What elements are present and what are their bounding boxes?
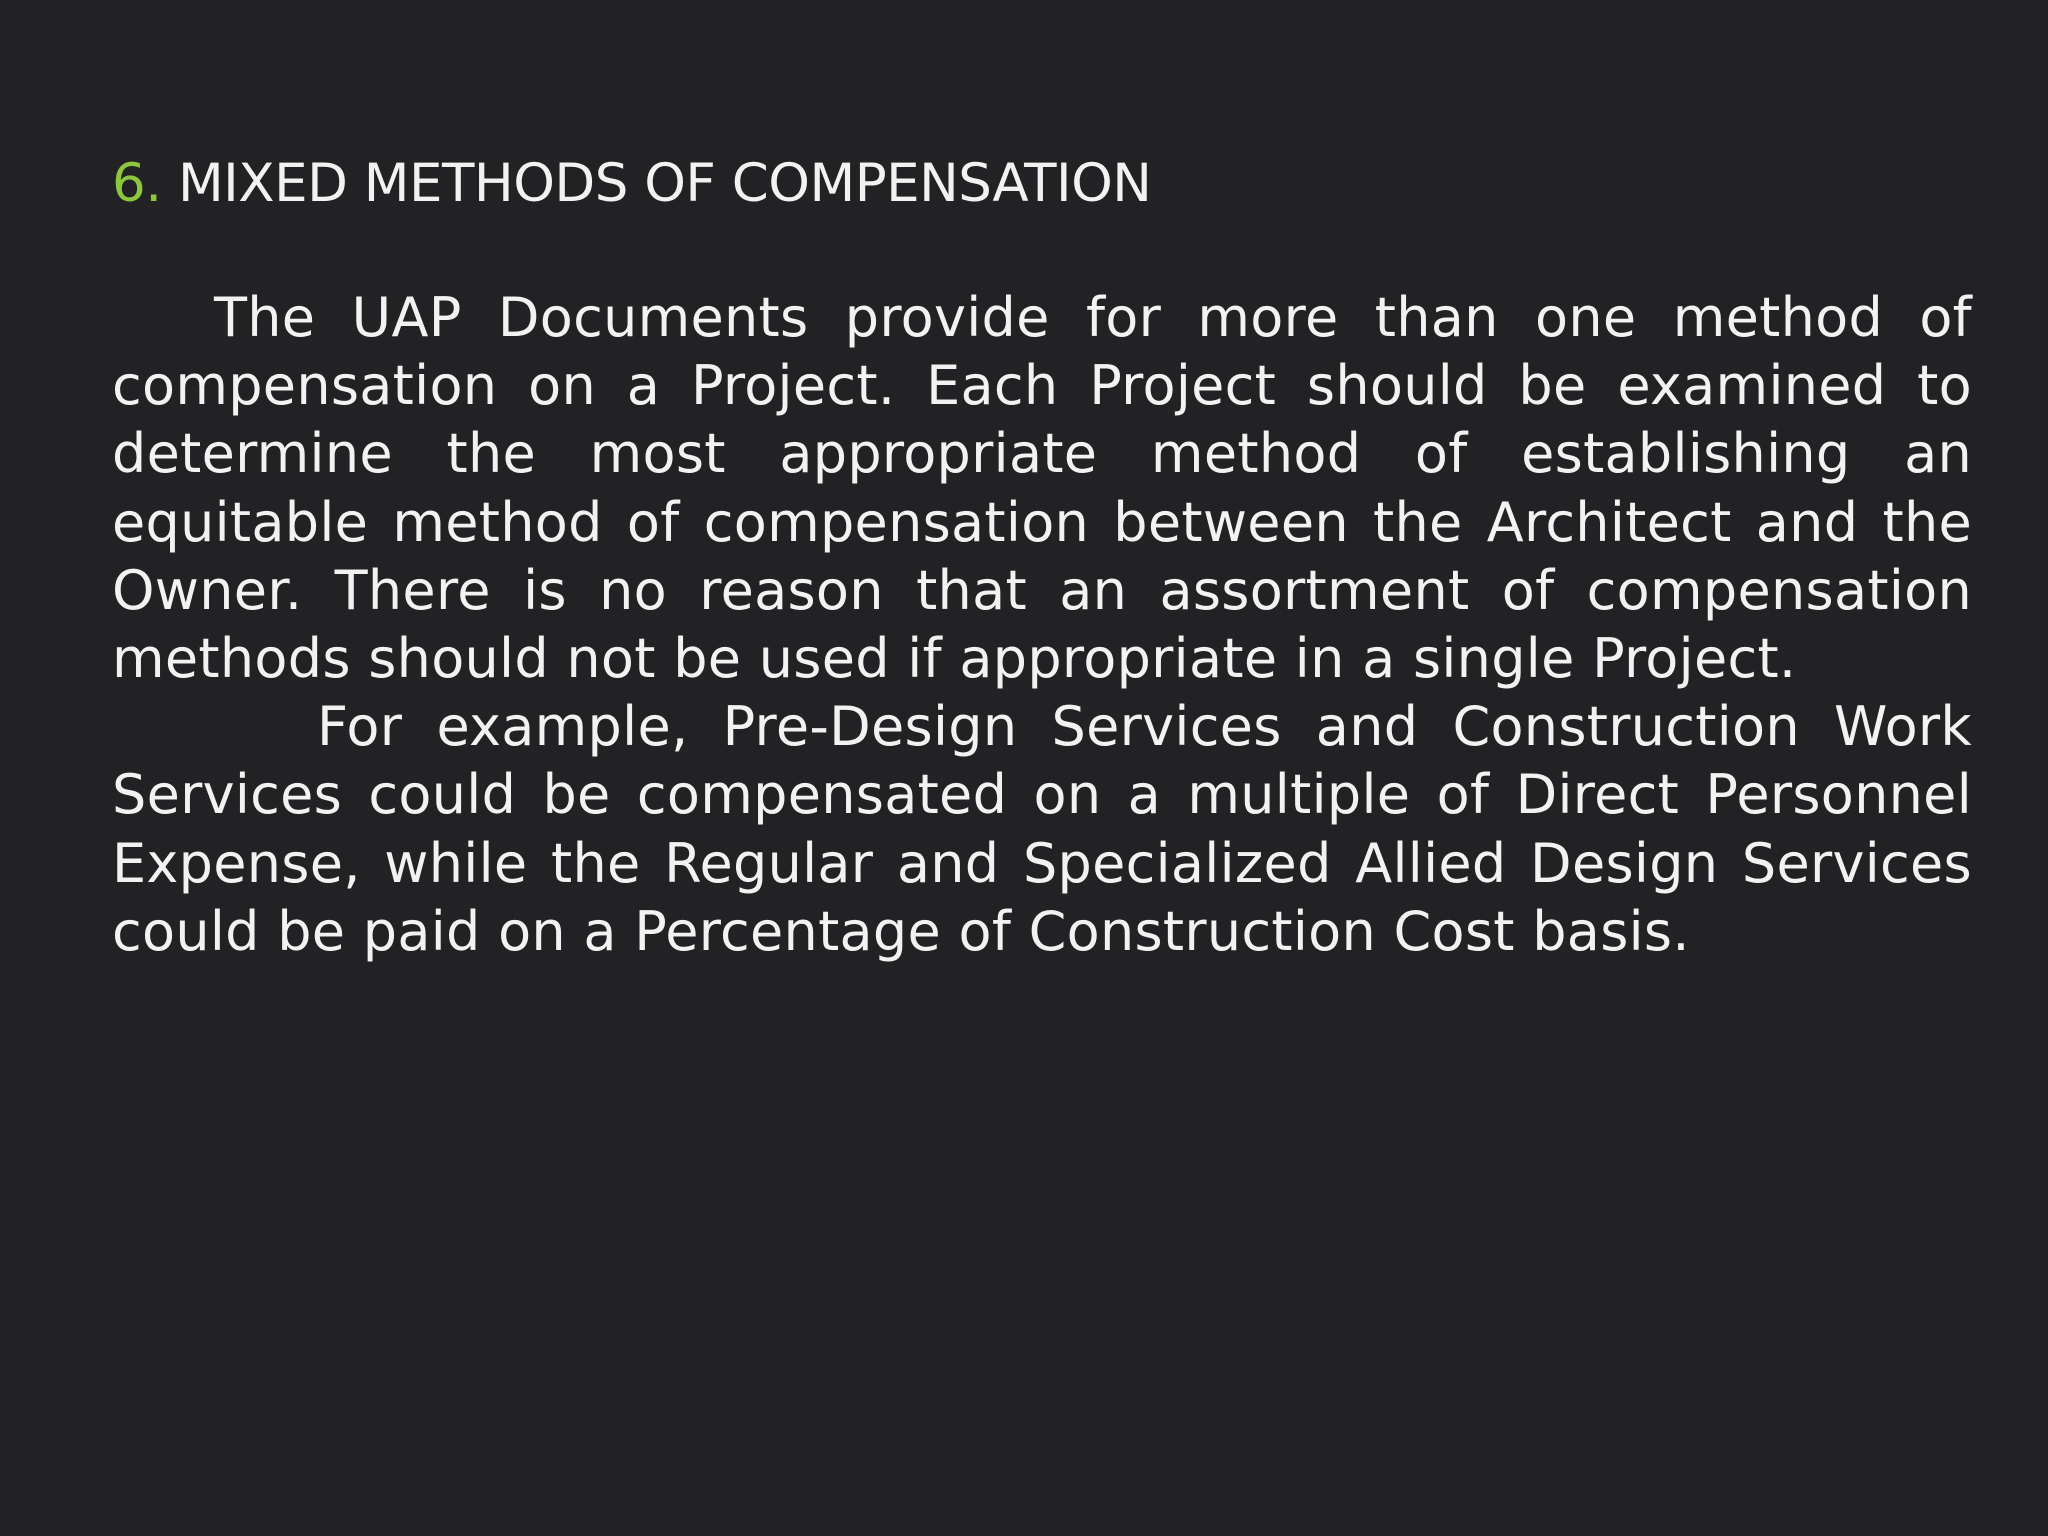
heading-number: 6. <box>112 153 162 214</box>
paragraph-uap-documents: The UAP Documents provide for more than one method of compensation on a Project. Each Project should be examined to determine the most appropriate method of establishing an equitable method of compensation between the Architect and the Owner. There is no reason that an assortment of compensation methods should not be used if appropriate in a single Project. <box>112 286 1972 691</box>
slide-heading <box>112 150 1151 218</box>
paragraph-example: For example, Pre-Design Services and Construction Work Services could be compensated on a multiple of Direct Personnel Expense, while the Regular and Specialized Allied Design Services could be paid on a Percentage of Construction Cost basis. <box>112 695 1972 963</box>
heading-title: MIXED METHODS OF COMPENSATION <box>177 153 1152 214</box>
slide-body <box>112 284 1972 966</box>
